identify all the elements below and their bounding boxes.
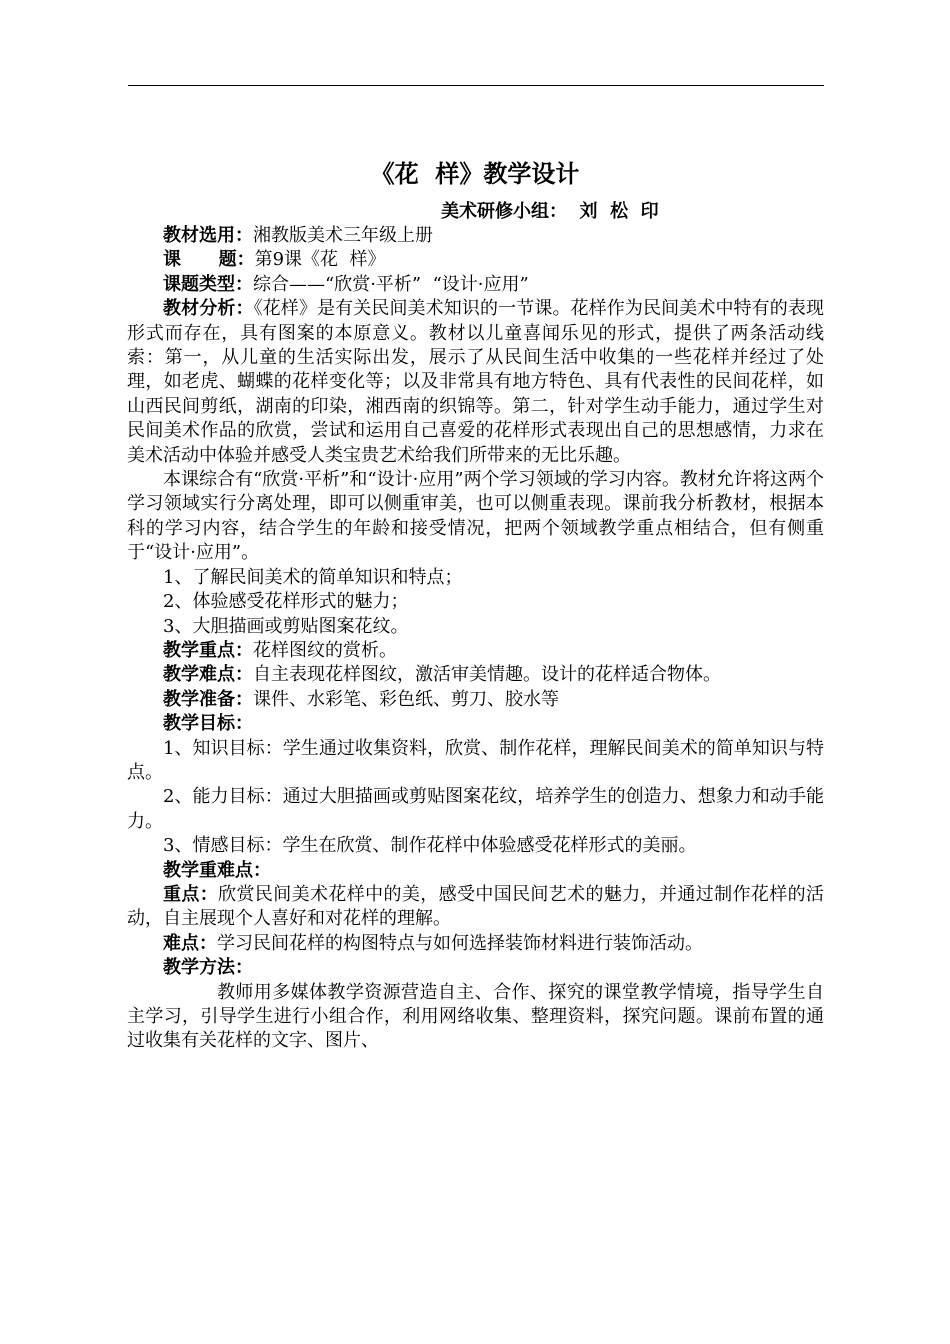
field-label: 课题类型：	[163, 273, 253, 295]
field-value: 第9课《花 样》	[254, 249, 386, 271]
author-byline: 美术研修小组： 刘 松 印	[441, 201, 659, 222]
goal-item: 3、情感目标：学生在欣赏、制作花样中体验感受花样形式的美丽。	[163, 835, 697, 857]
field-label: 教学重点：	[163, 639, 253, 661]
document-body	[127, 224, 824, 1054]
field-label: 课 题：	[163, 249, 255, 271]
type-field	[127, 273, 824, 297]
field-label: 教材选用：	[163, 225, 253, 246]
aim-item: 1、了解民间美术的简单知识和特点；	[163, 566, 463, 588]
analysis-field	[127, 297, 824, 468]
methods-paragraph: 教师用多媒体教学资源营造自主、合作、探究的课堂教学情境，指导学生自主学习，引导学生进行小组合作，利用网络收集、整理资料，探究问题。课前布置的通过收集有关花样的文字、图片、	[127, 981, 824, 1052]
field-value: 欣赏民间美术花样中的美，感受中国民间艺术的魅力，并通过制作花样的活动，自主展现个人喜好和对花样的理解。	[127, 883, 825, 930]
field-value: 花样图纹的赏析。	[253, 639, 397, 661]
goal-item: 1、知识目标：学生通过收集资料，欣赏、制作花样，理解民间美术的简单知识与特点。	[127, 737, 824, 783]
intro-paragraph: 本课综合有“欣赏·平析”和“设计·应用”两个学习领域的学习内容。教材允许将这两个学习领域实行分离处理，即可以侧重审美，也可以侧重表现。课前我分析教材，根据本科的学习内容，结合学生的年龄和接受情况，把两个领域教学重点相结合，但有侧重于“设计·应用”。	[127, 469, 824, 564]
field-value: 湘教版美术三年级上册	[253, 225, 433, 246]
key-point-field	[127, 639, 824, 663]
field-label: 重点：	[163, 883, 219, 905]
field-value: 自主表现花样图纹，激活审美情趣。设计的花样适合物体。	[253, 664, 721, 686]
difficulty-field	[127, 663, 824, 687]
difficulty-detail-field	[127, 932, 824, 956]
field-label: 教学难点：	[163, 664, 253, 686]
key-difficulty-heading: 教学重难点：	[163, 859, 271, 881]
field-value: 学习民间花样的构图特点与如何选择装饰材料进行装饰活动。	[217, 932, 703, 954]
field-label: 教材分析：	[163, 298, 254, 320]
header-rule	[128, 85, 824, 86]
field-label: 难点：	[163, 932, 217, 954]
material-field	[127, 224, 824, 248]
lesson-field	[127, 248, 824, 272]
field-value: 《花样》是有关民间美术知识的一节课。花样作为民间美术中特有的表现形式而存在，具有图案的本原意义。教材以儿童喜闻乐见的形式，提供了两条活动线索：第一，从儿童的生活实际出发，展示了从民间生活中收集的一些花样并经过了处理，如老虎、蝴蝶的花样变化等；以及非常具有地方特色、具有代表性的民间花样，如山西民间剪纸，湖南的印染，湘西南的织锦等。第二，针对学生动手能力，通过学生对民间美术作品的欣赏，尝试和运用自己喜爱的花样形式表现出自己的思想感情，力求在美术活动中体验并感受人类宝贵艺术给我们所带来的无比乐趣。	[127, 298, 825, 466]
goal-item: 2、能力目标：通过大胆描画或剪贴图案花纹，培养学生的创造力、想象力和动手能力。	[127, 786, 824, 832]
field-label: 教学准备：	[163, 688, 253, 710]
key-field	[127, 883, 824, 932]
aim-item: 2、体验感受花样形式的魅力；	[163, 591, 409, 613]
field-value: 课件、水彩笔、彩色纸、剪刀、胶水等	[253, 688, 559, 710]
field-value: 综合——“欣赏·平析” “设计·应用”	[253, 273, 529, 295]
preparation-field	[127, 688, 824, 712]
aim-item: 3、大胆描画或剪贴图案花纹。	[163, 615, 409, 637]
goals-heading: 教学目标：	[163, 713, 253, 735]
document-title: 《花 样》教学设计	[370, 159, 580, 188]
methods-heading: 教学方法：	[163, 957, 253, 979]
